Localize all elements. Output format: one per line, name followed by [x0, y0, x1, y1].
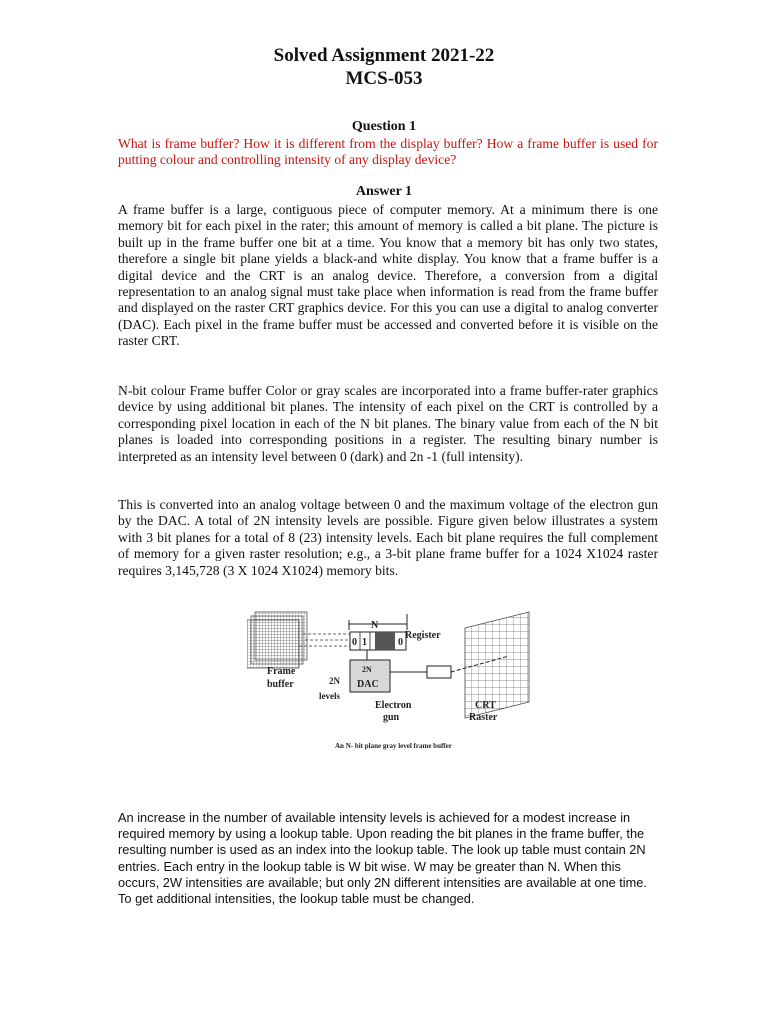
frame-buffer-planes — [247, 612, 307, 668]
figure-label-levels: levels — [319, 691, 340, 701]
register-bit-1: 0 — [352, 637, 357, 648]
figure-label-electron: Electron — [375, 700, 412, 711]
figure-label-n: N — [371, 620, 379, 631]
answer-paragraph-3: This is converted into an analog voltage between 0 and the maximum voltage of the electron gun by the DAC. A total of 2N intensity levels are possible. Figure given below illustrates a system with 3 bit planes for a total of 8 (23) intensity levels. Each bit plane requires the full complement of memory for a given raster resolution; e.g., a 3-bit plane frame buffer for a 1024 X1024 raster requires 3,145,728 (3 X 1024 X1024) memory bits. — [118, 497, 658, 578]
register-bit-2: 1 — [362, 637, 367, 648]
figure-caption: An N- bit plane gray level frame buffer — [335, 742, 452, 750]
electron-gun-shape — [427, 666, 451, 678]
question-heading: Question 1 — [351, 119, 417, 134]
frame-buffer-figure — [247, 610, 532, 760]
figure-label-crt: CRT — [475, 700, 496, 711]
register-box — [350, 632, 406, 650]
dac-box — [350, 660, 390, 692]
question-text: What is frame buffer? How it is different from the display buffer? How a frame buffer is used for putting colour and controlling intensity of any display device? — [118, 136, 658, 168]
figure-label-frame: Frame — [267, 666, 296, 677]
figure-label-2n-box: 2N — [362, 665, 372, 674]
figure-label-2n: 2N — [329, 676, 340, 686]
answer-paragraph-2: N-bit colour Frame buffer Color or gray scales are incorporated into a frame buffer-rater graphics device by using additional bit planes. The intensity of each pixel on the CRT is controlled by a corresponding pixel location in each of the N bit planes. The binary value from each of the N bit planes is loaded into corresponding positions in a register. The resulting binary number is interpreted as an intensity level between 0 (dark) and 2n -1 (full intensity). — [118, 383, 658, 464]
figure-label-register: Register — [405, 630, 441, 641]
figure-label-raster: Raster — [469, 712, 498, 723]
figure-label-buffer: buffer — [267, 679, 294, 690]
answer-paragraph-1: A frame buffer is a large, contiguous piece of computer memory. At a minimum there is one memory bit for each pixel in the rater; this amount of memory is called a bit plane. The picture is built up in the frame buffer one bit at a time. You know that a memory bit has only two states, therefore a single bit plane yields a black-and white display. You know that a frame buffer is a digital device and the CRT is an analog device. Therefore, a conversion from a digital representation to an analog signal must take place when information is read from the frame buffer and displayed on the raster CRT graphics device. For this you can use a digital to analog converter (DAC). Each pixel in the frame buffer must be accessed and converted before it is visible on the raster CRT. — [118, 202, 658, 349]
figure-label-dac: DAC — [357, 679, 379, 690]
register-bit-3: 0 — [398, 637, 403, 648]
answer-heading: Answer 1 — [355, 184, 413, 199]
document-title-line1: Solved Assignment 2021-22 — [273, 45, 495, 66]
document-title-line2: MCS-053 — [345, 68, 423, 89]
answer-paragraph-4: An increase in the number of available intensity levels is achieved for a modest increase in required memory by using a lookup table. Upon reading the bit planes in the frame buffer, the resulting number is used as an index into the lookup table. The look up table must contain 2N entries. Each entry in the lookup table is W bit wise. W may be greater than N. When this occurs, 2W intensities are available; but only 2N different intensities are available at one time. To get additional intensities, the lookup table must be changed. — [118, 810, 647, 907]
figure-label-gun: gun — [383, 712, 400, 723]
